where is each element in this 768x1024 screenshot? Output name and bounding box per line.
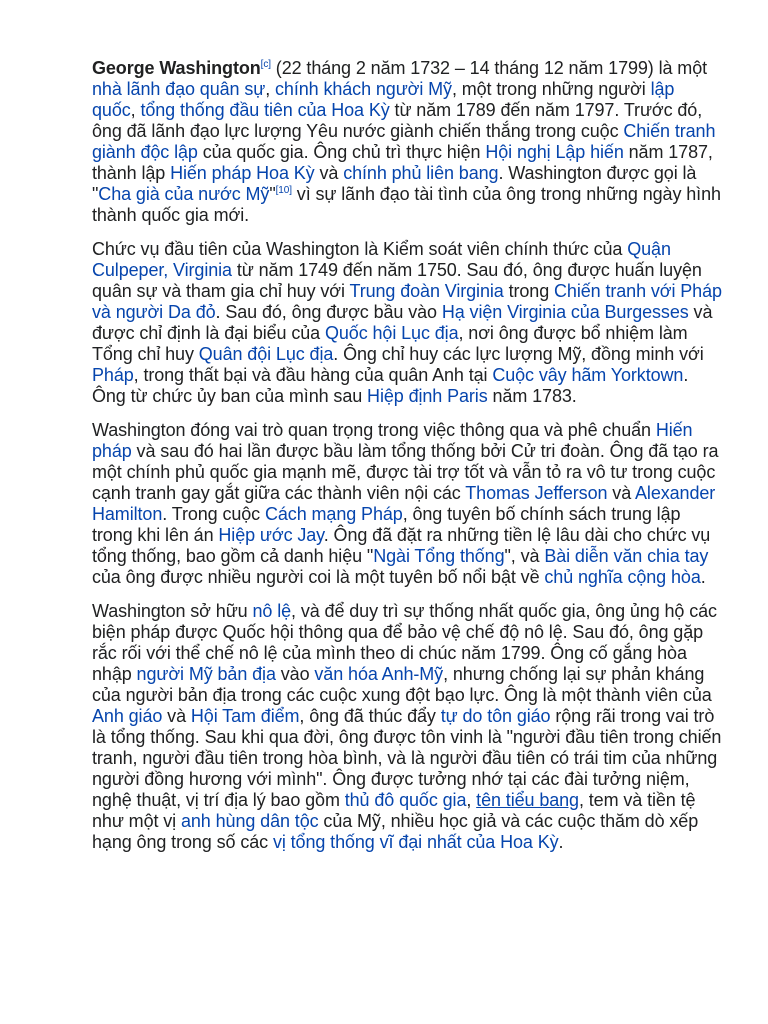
paragraph-text: . (558, 832, 564, 852)
link-farewell-address[interactable]: Bài diễn văn chia tay (544, 546, 709, 566)
paragraph-text: năm 1783. (487, 386, 577, 406)
footnote-ref-c[interactable]: [c] (260, 59, 271, 70)
link-continental-congress[interactable]: Quốc hội Lục địa (325, 323, 459, 343)
paragraph-text: . (700, 567, 706, 587)
link-anglicanism[interactable]: Anh giáo (92, 706, 163, 726)
paragraph-text: và (607, 483, 636, 503)
paragraph-text: , một trong những người (451, 79, 651, 99)
link-french-indian-war[interactable]: Chiến tranh với Pháp và người Da đỏ (92, 281, 722, 322)
paragraph-text: , tem và tiền tệ như một vị (92, 790, 696, 831)
link-constitution[interactable]: Hiến pháp (92, 420, 693, 461)
paragraph-text: , ông tuyên bố chính sách trung lập trong khi lên án (92, 504, 681, 545)
article-subject: George Washington (92, 58, 261, 78)
paragraph-text: rộng rãi trong vai trò là tổng thống. Sau khi qua đời, ông được tôn vinh là "người đầu tiên trong chiến tranh, người đầu tiên trong hòa bình, và là người đầu tiên có trái tim của những người đồng hương với mình". Ông được tưởng nhớ tại các đài tưởng niệm, nghệ thuật, vị trí địa lý bao gồm (92, 706, 722, 810)
paragraph-text: , ông đã thúc đẩy (299, 706, 441, 726)
paragraph-text: và được chỉ định là đại biểu của (92, 302, 713, 343)
article-body (92, 58, 722, 866)
link-culpeper-county[interactable]: Quận Culpeper, Virginia (92, 239, 671, 280)
paragraph-early-career (92, 239, 722, 407)
paragraph-intro (92, 58, 722, 226)
link-revolutionary-war[interactable]: Chiến tranh giành độc lập (92, 121, 716, 162)
paragraph-legacy (92, 601, 722, 853)
paragraph-text: trong (503, 281, 555, 301)
link-national-capital[interactable]: thủ đô quốc gia (344, 790, 467, 810)
link-slavery[interactable]: nô lệ (252, 601, 292, 621)
link-state-name[interactable]: tên tiểu bang (476, 790, 579, 810)
link-house-of-burgesses[interactable]: Hạ viện Virginia của Burgesses (441, 302, 689, 322)
link-religious-freedom[interactable]: tự do tôn giáo (440, 706, 551, 726)
link-siege-of-yorktown[interactable]: Cuộc vây hãm Yorktown (492, 365, 684, 385)
link-treaty-of-paris[interactable]: Hiệp định Paris (367, 386, 488, 406)
link-father-of-country[interactable]: Cha già của nước Mỹ (98, 184, 270, 204)
link-france[interactable]: Pháp (92, 365, 134, 385)
link-greatest-presidents[interactable]: vị tổng thống vĩ đại nhất của Hoa Kỳ (272, 832, 559, 852)
link-french-revolution[interactable]: Cách mạng Pháp (265, 504, 403, 524)
paragraph-text: Washington đóng vai trò quan trọng trong việc thông qua và phê chuẩn (92, 420, 656, 440)
paragraph-text: và (162, 706, 191, 726)
paragraph-text: ", và (504, 546, 545, 566)
paragraph-text: . Trong cuộc (162, 504, 265, 524)
link-alexander-hamilton[interactable]: Alexander Hamilton (92, 483, 716, 524)
link-thomas-jefferson[interactable]: Thomas Jefferson (465, 483, 608, 503)
link-national-hero[interactable]: anh hùng dân tộc (180, 811, 319, 831)
link-federal-government[interactable]: chính phủ liên bang (343, 163, 499, 183)
link-mr-president[interactable]: Ngài Tổng thống (373, 546, 505, 566)
paragraph-text: năm 1787, thành lập (92, 142, 713, 183)
paragraph-text: , (265, 79, 276, 99)
paragraph-text: vì sự lãnh đạo tài tình của ông trong những ngày hình thành quốc gia mới. (92, 184, 721, 225)
link-virginia-regiment[interactable]: Trung đoàn Virginia (349, 281, 504, 301)
paragraph-text: của quốc gia. Ông chủ trì thực hiện (197, 142, 486, 162)
link-republicanism[interactable]: chủ nghĩa cộng hòa (544, 567, 701, 587)
paragraph-text: (22 tháng 2 năm 1732 – 14 tháng 12 năm 1799) là một (270, 58, 708, 78)
link-jay-treaty[interactable]: Hiệp ước Jay (218, 525, 324, 545)
paragraph-text: " (269, 184, 276, 204)
paragraph-text: Chức vụ đầu tiên của Washington là Kiểm soát viên chính thức của (92, 239, 628, 259)
link-anglo-american-culture[interactable]: văn hóa Anh-Mỹ (314, 664, 444, 684)
paragraph-text: , (130, 100, 141, 120)
link-us-constitution[interactable]: Hiến pháp Hoa Kỳ (170, 163, 315, 183)
paragraph-text: vào (275, 664, 315, 684)
citation-ref-10[interactable]: [10] (275, 185, 292, 196)
paragraph-text: . Washington được gọi là " (92, 163, 697, 204)
paragraph-text: , nhưng chống lại sự phản kháng của người bản địa trong các cuộc xung đột bạo lực. Ông là một thành viên của (92, 664, 712, 705)
paragraph-text: , (466, 790, 477, 810)
paragraph-presidency (92, 420, 722, 588)
link-native-americans[interactable]: người Mỹ bản địa (136, 664, 276, 684)
paragraph-text: của Mỹ, nhiều học giả và các cuộc thăm dò xếp hạng ông trong số các (92, 811, 699, 852)
footnote-ref[interactable] (261, 59, 271, 70)
link-founding-fathers[interactable]: lập quốc (92, 79, 675, 120)
link-american-statesman[interactable]: chính khách người Mỹ (275, 79, 452, 99)
link-first-president[interactable]: tổng thống đầu tiên của Hoa Kỳ (140, 100, 390, 120)
paragraph-text: , nơi ông được bổ nhiệm làm Tổng chỉ huy (92, 323, 688, 364)
link-military-leader[interactable]: nhà lãnh đạo quân sự (92, 79, 266, 99)
link-freemasonry[interactable]: Hội Tam điểm (190, 706, 300, 726)
link-constitutional-convention[interactable]: Hội nghị Lập hiến (485, 142, 624, 162)
paragraph-text: từ năm 1789 đến năm 1797. Trước đó, ông đã lãnh đạo lực lượng Yêu nước giành chiến thắng trong cuộc (92, 100, 703, 141)
paragraph-text: của ông được nhiều người coi là một tuyên bố nổi bật về (92, 567, 545, 587)
paragraph-text: Washington sở hữu (92, 601, 253, 621)
paragraph-text: . Sau đó, ông được bầu vào (215, 302, 442, 322)
paragraph-text: , và để duy trì sự thống nhất quốc gia, ông ủng hộ các biện pháp được Quốc hội thông qua để bảo vệ chế độ nô lệ. Sau đó, ông gặp rắc rối với thể chế nô lệ của mình theo di chúc năm 1799. Ông cố gắng hòa nhập (92, 601, 717, 684)
paragraph-text: . Ông đã đặt ra những tiền lệ lâu dài cho chức vụ tổng thống, bao gồm cả danh hiệu " (92, 525, 711, 566)
paragraph-text: . Ông từ chức ủy ban của mình sau (92, 365, 689, 406)
paragraph-text: từ năm 1749 đến năm 1750. Sau đó, ông được huấn luyện quân sự và tham gia chỉ huy với (92, 260, 702, 301)
paragraph-text: và (314, 163, 344, 183)
citation-ref[interactable] (276, 185, 292, 196)
paragraph-text: , trong thất bại và đầu hàng của quân Anh tại (133, 365, 493, 385)
link-continental-army[interactable]: Quân đội Lục địa (198, 344, 334, 364)
paragraph-text: và sau đó hai lần được bầu làm tổng thống bởi Cử tri đoàn. Ông đã tạo ra một chính phủ quốc gia mạnh mẽ, được tài trợ tốt và vẫn tỏ ra vô tư trong cuộc cạnh tranh gay gắt giữa các thành viên nội các (92, 441, 719, 503)
paragraph-text: . Ông chỉ huy các lực lượng Mỹ, đồng minh với (333, 344, 704, 364)
